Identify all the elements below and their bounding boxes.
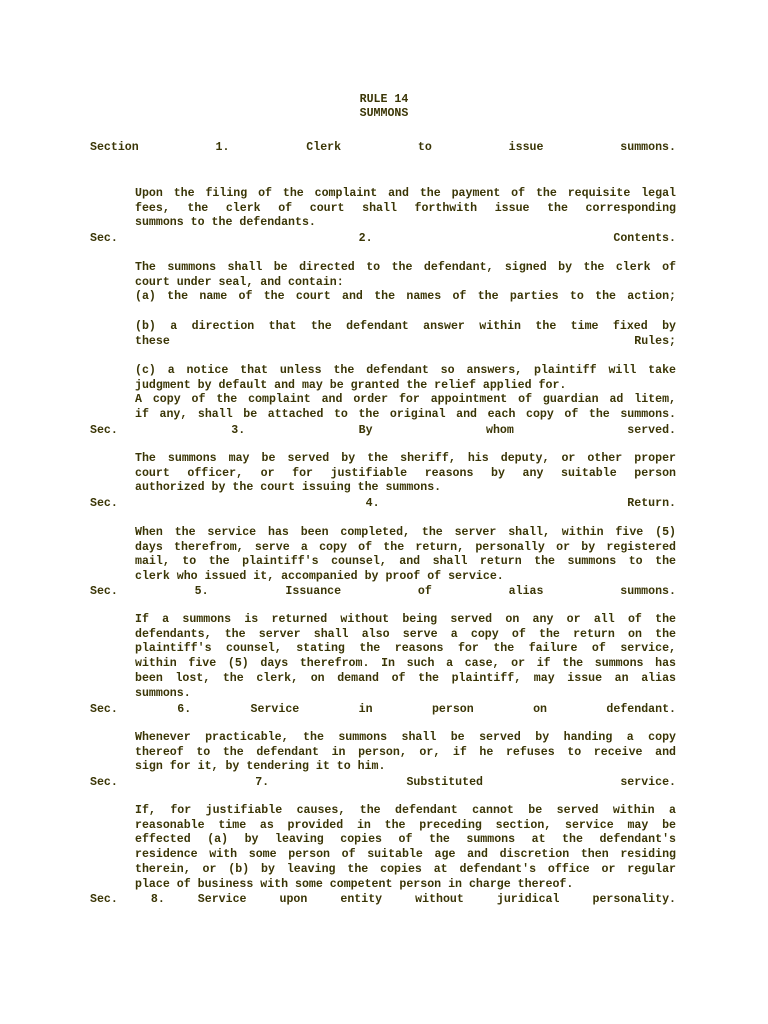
section-body-2-item-c: (c) a notice that unless the defendant so answers, plaintiff will take judgment by default and may be granted the relief applied for. A copy of the complaint and order for appointment of guardian ad litem, if any, shall be attached to the original and each copy of the summons. <box>135 364 676 422</box>
section-body-5: If a summons is returned without being served on any or all of the defendants, the server shall also serve a copy of the return on the plaintiff's counsel, stating the reasons for the failure of service, within five (5) days therefrom. In such a case, or if the summons has been lost, the clerk, on demand of the plaintiff, may issue an alias summons. <box>135 613 676 700</box>
section-body-7: If, for justifiable causes, the defendant cannot be served within a reasonable time as provided in the preceding section, service may be effected (a) by leaving copies of the summons at the defendant's residence with some person of suitable age and discretion then residing therein, or (b) by leaving the copies at defendant's office or regular place of business with some competent person in charge thereof. <box>135 804 676 891</box>
rule-number: RULE 14 <box>359 93 409 106</box>
section-heading-8: Sec. 8. Service upon entity without juridical personality. <box>90 893 676 906</box>
section-heading-2: Sec. 2. Contents. <box>90 232 676 245</box>
section-heading-7: Sec. 7. Substituted service. <box>90 776 676 789</box>
section-heading-3: Sec. 3. By whom served. <box>90 424 676 437</box>
rule-title: SUMMONS <box>359 107 409 120</box>
section-body-4: When the service has been completed, the server shall, within five (5) days therefrom, serve a copy of the return, personally or by registered mail, to the plaintiff's counsel, and shall return the summons to the clerk who issued it, accompanied by proof of service. <box>135 526 676 584</box>
section-heading-1: Section 1. Clerk to issue summons. <box>90 141 676 154</box>
section-body-2-item-b: (b) a direction that the defendant answer within the time fixed by these Rules; <box>135 320 676 348</box>
section-body-3: The summons may be served by the sheriff, his deputy, or other proper court officer, or for justifiable reasons by any suitable person authorized by the court issuing the summons. <box>135 452 676 495</box>
section-body-2: The summons shall be directed to the defendant, signed by the clerk of court under seal, and contain: (a) the name of the court and the names of the parties to the action; <box>135 261 676 304</box>
section-body-1: Upon the filing of the complaint and the payment of the requisite legal fees, the clerk of court shall forthwith issue the corresponding summons to the defendants. <box>135 187 676 230</box>
section-heading-5: Sec. 5. Issuance of alias summons. <box>90 585 676 598</box>
section-heading-6: Sec. 6. Service in person on defendant. <box>90 703 676 716</box>
section-body-6: Whenever practicable, the summons shall be served by handing a copy thereof to the defendant in person, or, if he refuses to receive and sign for it, by tendering it to him. <box>135 731 676 774</box>
section-heading-4: Sec. 4. Return. <box>90 497 676 510</box>
